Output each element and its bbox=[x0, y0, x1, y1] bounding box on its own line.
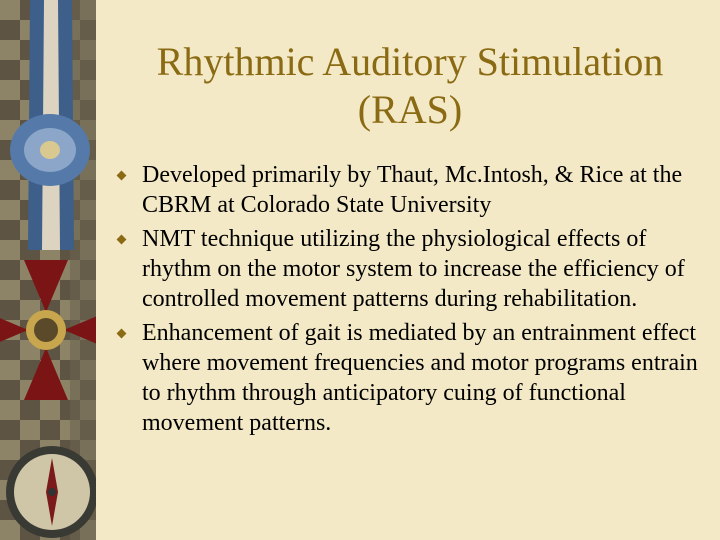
bullet-item bbox=[118, 160, 708, 220]
bullet-list bbox=[118, 160, 708, 442]
bullet-text: Developed primarily by Thaut, Mc.Intosh, & Rice at the CBRM at Colorado State University bbox=[142, 162, 683, 218]
bullet-item bbox=[118, 318, 708, 438]
bullet-text: Enhancement of gait is mediated by an entrainment effect where movement frequencies and motor programs entrain to rhythm through anticipatory cuing of functional movement patterns. bbox=[142, 320, 698, 436]
bullet-item bbox=[118, 224, 708, 314]
diamond-bullet-icon bbox=[117, 171, 127, 181]
bullet-text: NMT technique utilizing the physiological effects of rhythm on the motor system to increase the efficiency of controlled movement patterns during rehabilitation. bbox=[142, 226, 685, 312]
diamond-bullet-icon bbox=[117, 235, 127, 245]
slide-title bbox=[110, 38, 710, 134]
decorative-side-image bbox=[0, 0, 96, 540]
slide-title-line-2: (RAS) bbox=[357, 87, 463, 132]
diamond-bullet-icon bbox=[117, 329, 127, 339]
slide-title-line-1: Rhythmic Auditory Stimulation bbox=[156, 39, 664, 84]
compass-icon bbox=[6, 446, 96, 538]
